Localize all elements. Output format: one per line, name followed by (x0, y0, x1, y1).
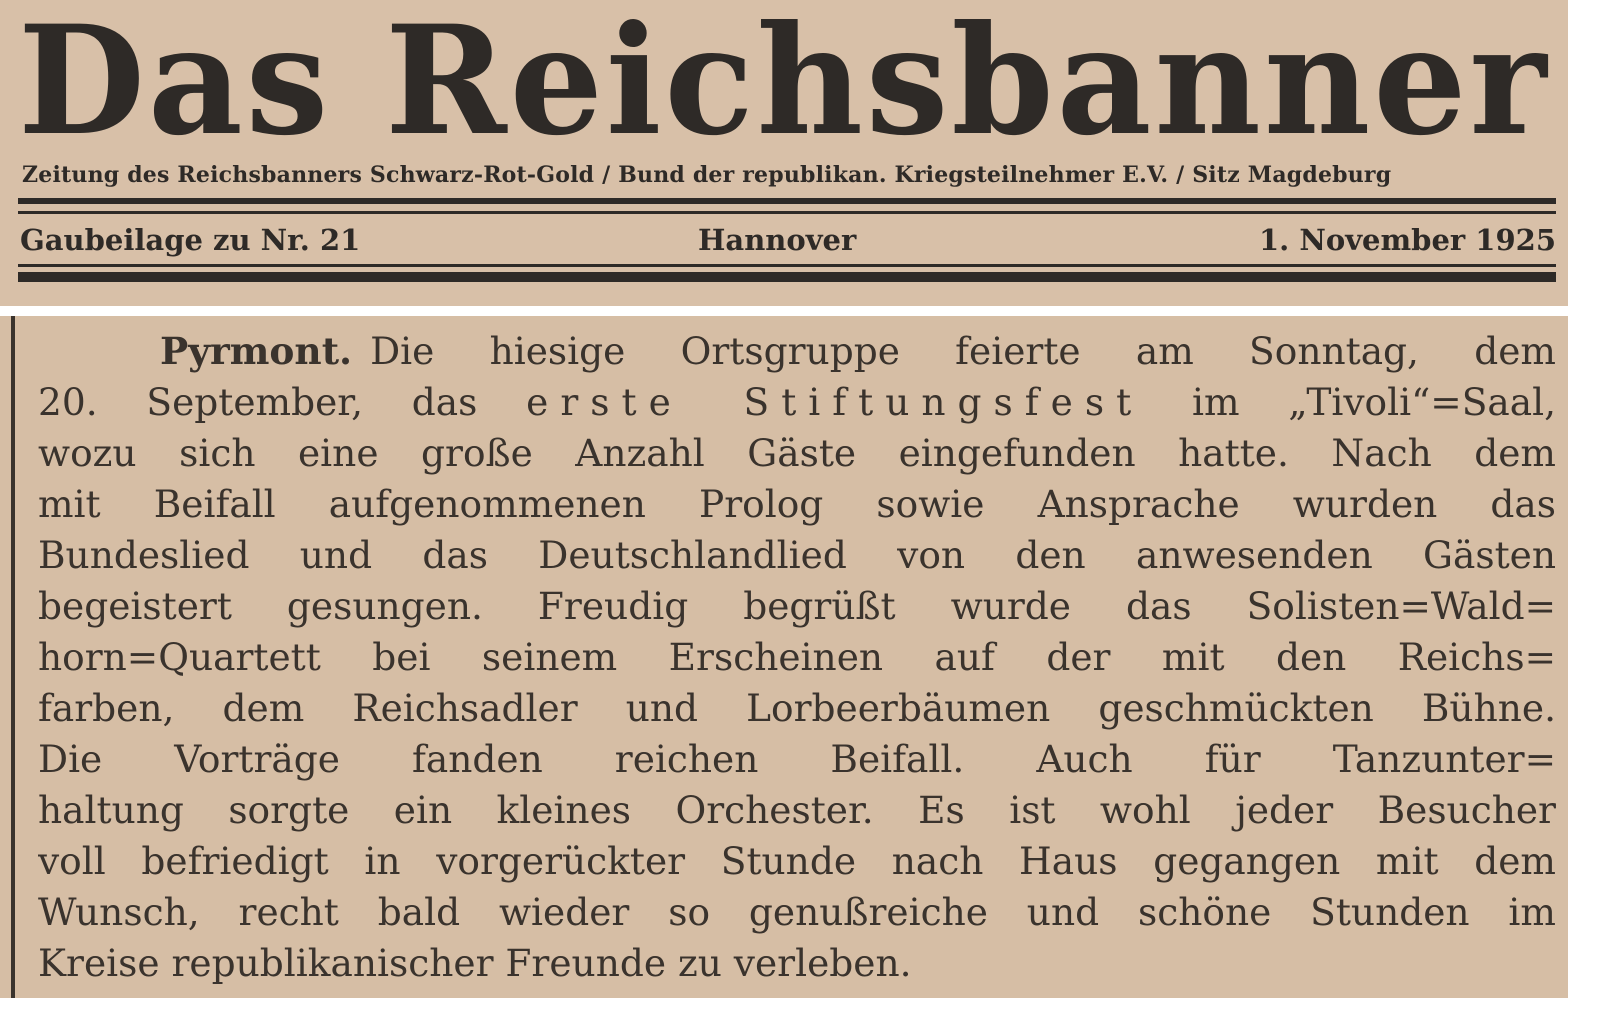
article-place: Pyrmont. (160, 329, 353, 373)
article-line: voll befriedigt in vorgerückter Stunde nach Haus gegangen mit dem (38, 839, 1556, 883)
edition-label: Gaubeilage zu Nr. 21 (20, 223, 361, 257)
article-line-text: 20. September, das (38, 380, 478, 424)
masthead (0, 0, 1568, 306)
article-line: begeistert gesungen. Freudig begrüßt wurde das Solisten=Wald= (38, 584, 1556, 628)
dateline (18, 222, 1556, 258)
article-line: farben, dem Reichsadler und Lorbeerbäumen geschmückten Bühne. (38, 686, 1556, 730)
article-clipping (0, 316, 1568, 998)
article-line: horn=Quartett bei seinem Erscheinen auf der mit den Reichs= (38, 635, 1556, 679)
article-line (38, 326, 1556, 377)
article-line: wozu sich eine große Anzahl Gäste eingefunden hatte. Nach dem (38, 431, 1556, 475)
article-line-text: Die hiesige Ortsgruppe feierte am Sonntag, dem (370, 329, 1556, 373)
article-line-text: im „Tivoli“=Saal, (1191, 380, 1556, 424)
city-label: Hannover (698, 223, 857, 257)
masthead-rule-bottom-thin (18, 264, 1556, 267)
date-label: 1. November 1925 (1258, 223, 1556, 257)
article-line: Bundeslied und das Deutschlandlied von den anwesenden Gästen (38, 533, 1556, 577)
masthead-subtitle: Zeitung des Reichsbanners Schwarz-Rot-Gold / Bund der republikan. Kriegsteilnehmer E.V. / Sitz Magdeburg (22, 162, 1392, 188)
masthead-rule-top-thin (18, 211, 1556, 214)
article-body (38, 326, 1556, 989)
article-line: haltung sorgte ein kleines Orchester. Es ist wohl jeder Besucher (38, 788, 1556, 832)
masthead-rule-top-thick (18, 198, 1556, 204)
article-spaced-phrase: erste Stiftungsfest (526, 380, 1144, 424)
column-rule (11, 316, 15, 998)
article-line: Wunsch, recht bald wieder so genußreiche und schöne Stunden im (38, 890, 1556, 934)
masthead-rule-bottom-thick (18, 272, 1556, 282)
article-line (38, 377, 1556, 428)
masthead-title: Das Reichsbanner (18, 0, 1550, 169)
article-line: Kreise republikanischer Freunde zu verleben. (38, 941, 912, 985)
article-line: mit Beifall aufgenommenen Prolog sowie Ansprache wurden das (38, 482, 1556, 526)
article-line: Die Vorträge fanden reichen Beifall. Auch für Tanzunter= (38, 737, 1556, 781)
